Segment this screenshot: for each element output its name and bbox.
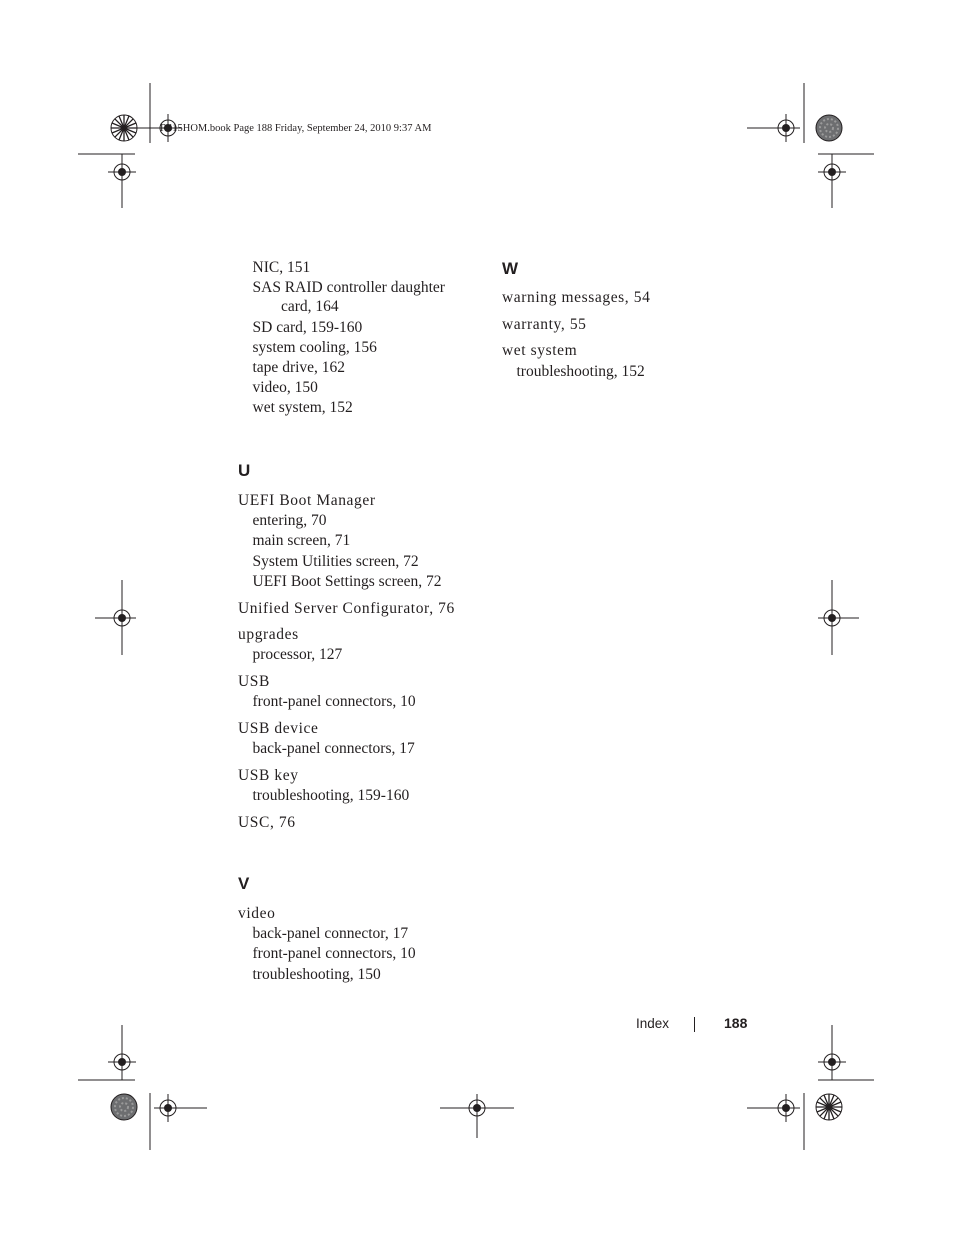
index-entry: USB device: [238, 720, 319, 738]
index-subentry: tape drive, 162: [252, 359, 346, 377]
section-letter-u: U: [238, 461, 251, 480]
index-subentry: troubleshooting, 150: [252, 965, 381, 983]
index-entry: UEFI Boot Manager: [238, 492, 376, 509]
crosshair-mark-icon: [108, 1048, 136, 1076]
crosshair-mark-icon: [463, 1094, 491, 1122]
index-entry: upgrades: [238, 626, 299, 644]
index-entry: USC, 76: [238, 813, 296, 831]
registration-circle-icon: [111, 1094, 137, 1120]
index-entry: video: [238, 905, 276, 922]
index-entry: Unified Server Configurator, 76: [238, 599, 455, 617]
continued-subentries: [238, 258, 445, 419]
index-subentry-continuation: card, 164: [281, 298, 339, 316]
crosshair-mark-icon: [818, 158, 846, 186]
index-subentry: SD card, 159-160: [252, 318, 363, 336]
index-subentry: front-panel connectors, 10: [252, 945, 416, 963]
index-subentry: troubleshooting, 159-160: [252, 787, 410, 805]
index-subentry: processor, 127: [252, 646, 343, 664]
crosshair-mark-icon: [108, 158, 136, 186]
crosshair-mark-icon: [772, 1094, 800, 1122]
index-subentry: back-panel connector, 17: [252, 925, 409, 943]
section-w-entries: [502, 288, 650, 382]
section-letter-v: V: [238, 874, 250, 893]
section-v-entries: [238, 904, 416, 985]
footer-section-label: Index: [636, 1016, 670, 1031]
index-entry: warning messages, 54: [502, 289, 651, 306]
section-letter-w: W: [502, 259, 519, 278]
index-subentry: System Utilities screen, 72: [252, 552, 419, 570]
index-subentry: front-panel connectors, 10: [252, 693, 416, 711]
starburst-mark-icon: [816, 1094, 842, 1120]
index-subentry: UEFI Boot Settings screen, 72: [252, 572, 442, 590]
index-subentry: back-panel connectors, 17: [252, 740, 415, 758]
footer-divider: [694, 1017, 695, 1032]
starburst-mark-icon: [111, 115, 137, 141]
index-subentry: wet system, 152: [252, 399, 353, 417]
index-subentry: main screen, 71: [252, 532, 351, 550]
index-subentry: SAS RAID controller daughter: [252, 279, 445, 297]
section-u-entries: [238, 491, 455, 833]
index-entry: USB key: [238, 766, 299, 784]
index-subentry: entering, 70: [252, 512, 327, 530]
index-entry: wet system: [502, 342, 578, 360]
page-number: 188: [724, 1015, 748, 1031]
index-subentry: system cooling, 156: [252, 338, 377, 356]
print-header: R415HOM.book Page 188 Friday, September 24, 2010 9:37 AM: [160, 123, 432, 134]
crosshair-mark-icon: [818, 1048, 846, 1076]
index-subentry: troubleshooting, 152: [516, 362, 645, 380]
index-subentry: video, 150: [252, 379, 318, 397]
registration-circle-icon: [816, 115, 842, 141]
index-subentry: NIC, 151: [252, 259, 311, 276]
index-entry: warranty, 55: [502, 315, 587, 333]
index-entry: USB: [238, 673, 270, 691]
crosshair-mark-icon: [772, 114, 800, 142]
